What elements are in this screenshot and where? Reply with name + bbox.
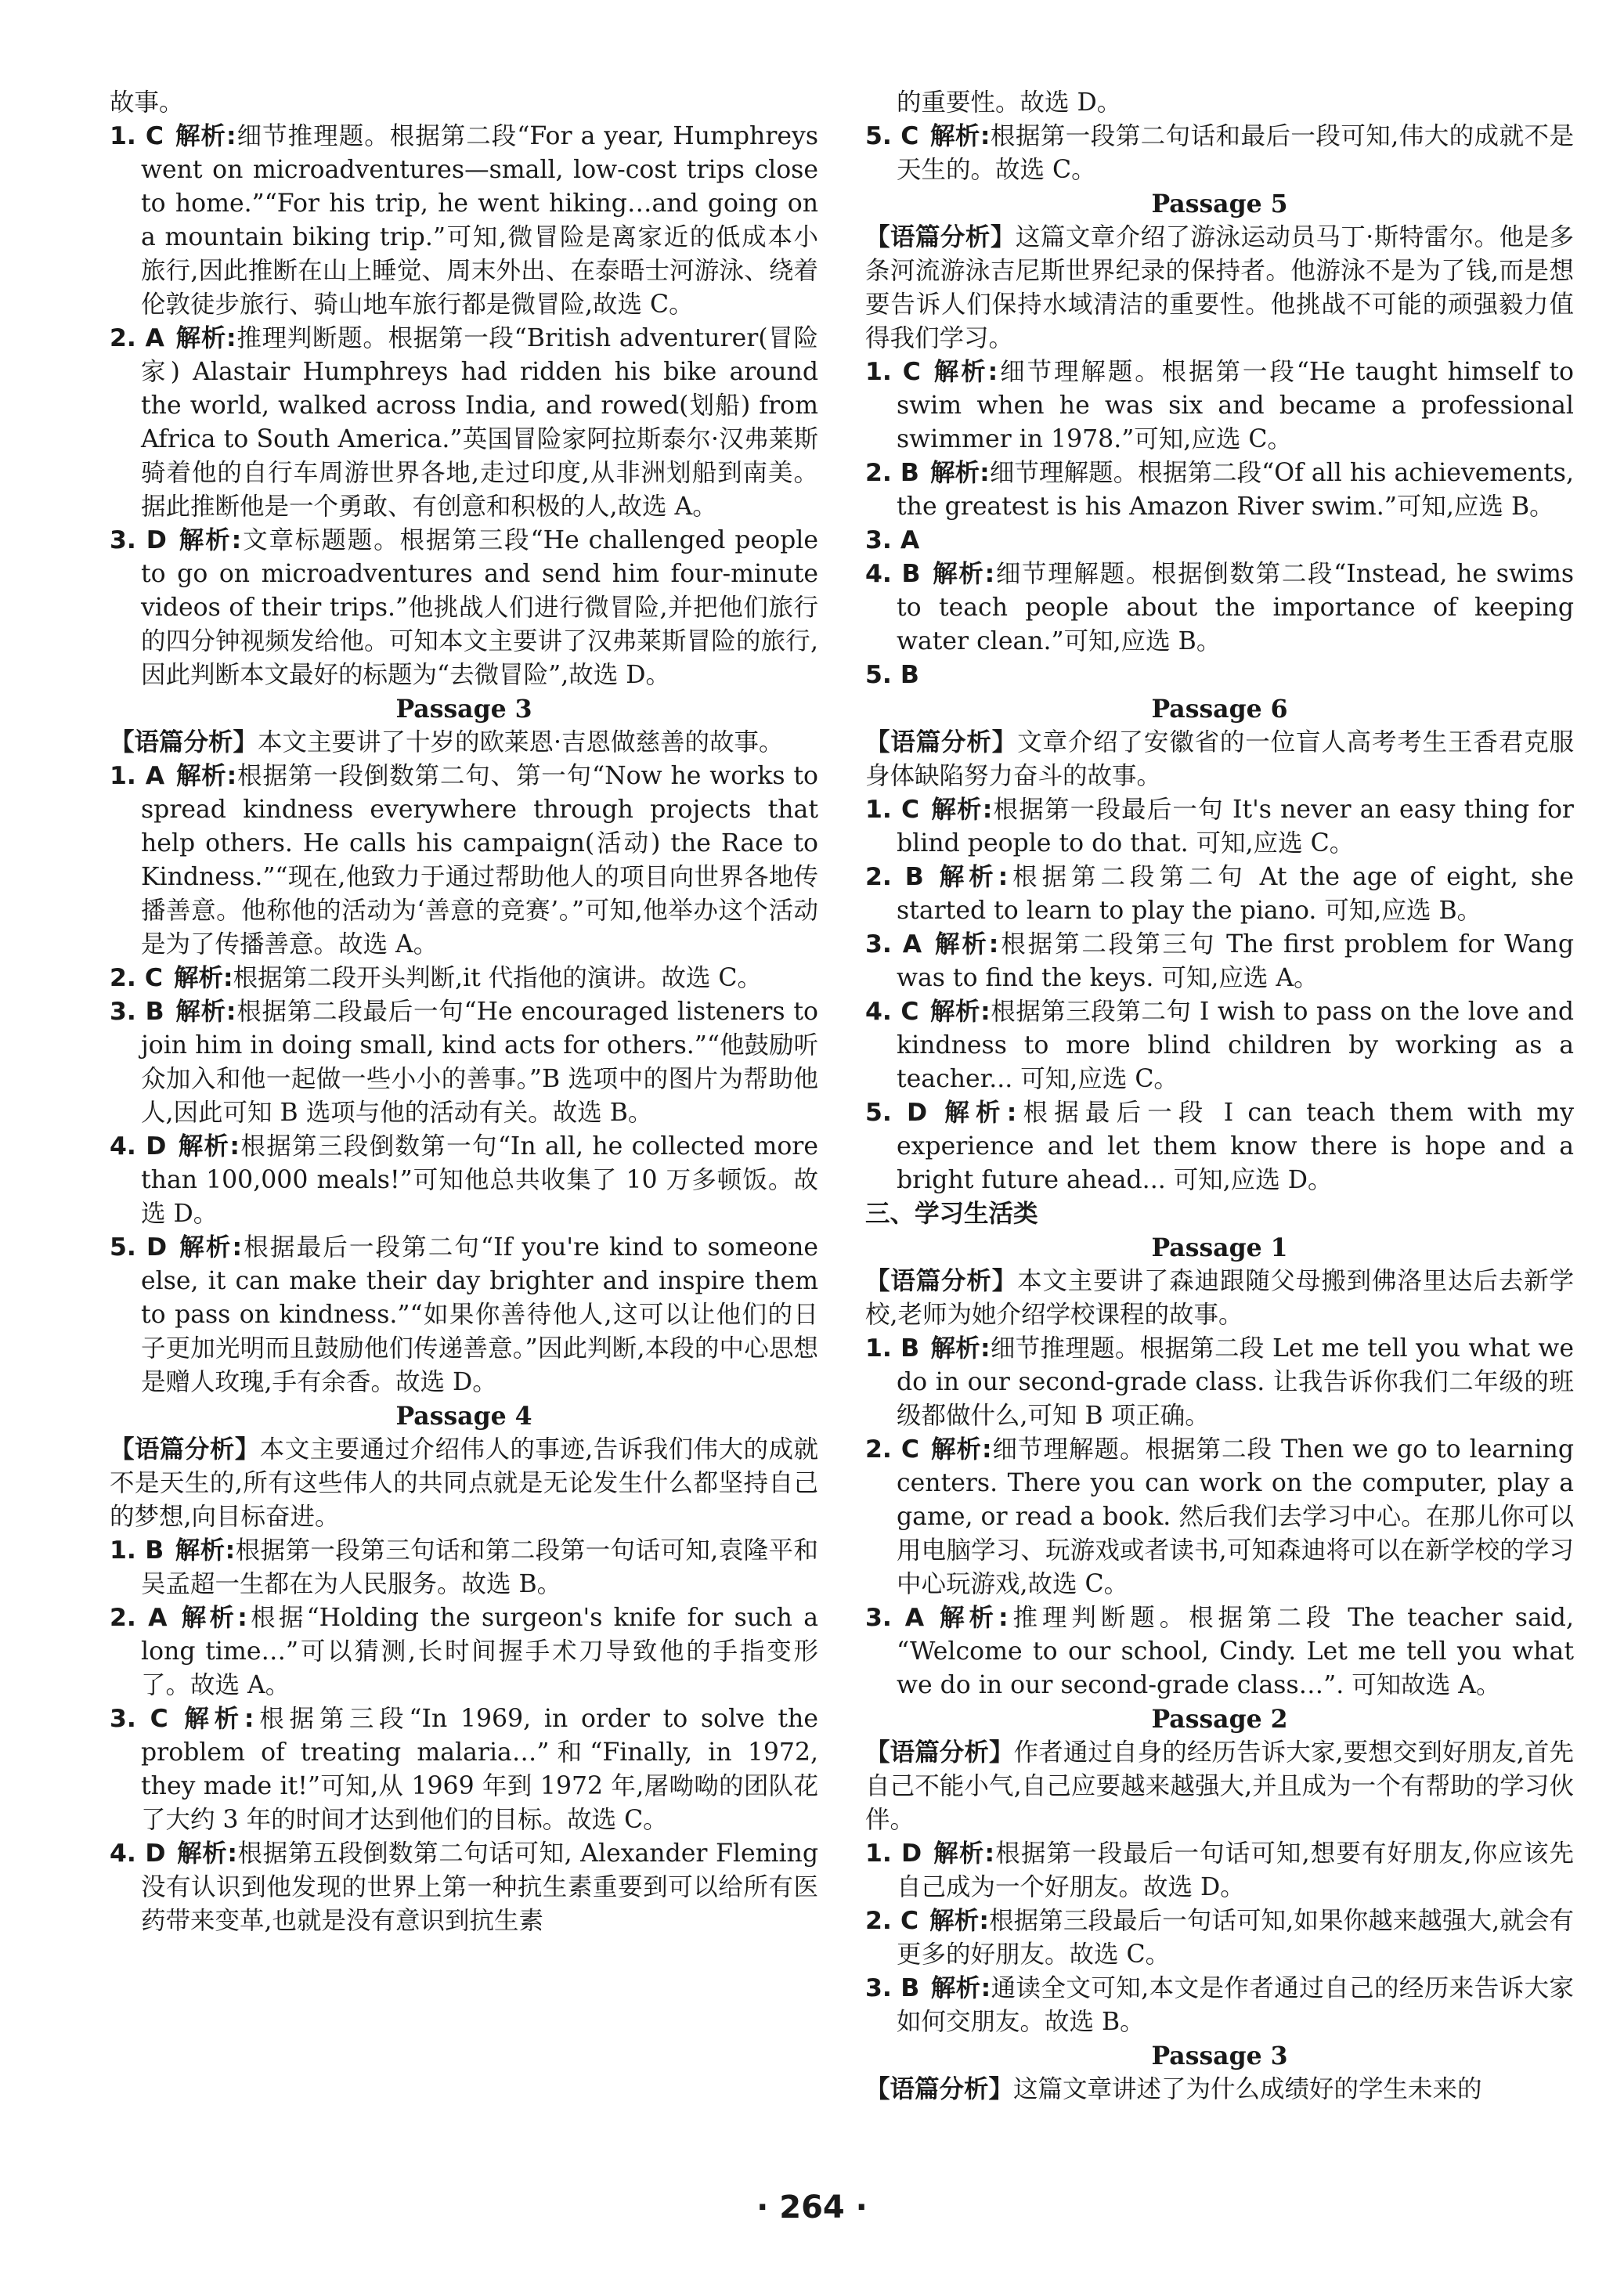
answer-item <box>865 558 1574 659</box>
answer-number: 4. D <box>110 1132 167 1161</box>
answer-item <box>110 120 818 322</box>
analysis-text: 本文主要讲了十岁的欧莱恩·吉恩做慈善的故事。 <box>258 728 784 756</box>
passage-analysis <box>110 726 818 760</box>
analysis-label: 解析: <box>929 1907 989 1935</box>
passage-heading: Passage 5 <box>1151 190 1288 218</box>
passage-analysis <box>865 726 1574 793</box>
page-number: · 264 · <box>756 2190 868 2226</box>
answer-item <box>865 1601 1574 1702</box>
answer-item <box>865 457 1574 524</box>
section-heading: 三、学习生活类 <box>865 1200 1038 1228</box>
answer-number: 2. B <box>865 459 919 487</box>
answer-explanation: 根据第三段最后一句话可知,如果你越来越强大,就会有更多的好朋友。故选 C。 <box>897 1907 1574 1969</box>
answer-item <box>865 928 1574 995</box>
answer-item <box>110 962 818 995</box>
answer-explanation: 细节推理题。根据第二段“For a year, Humphreys went on microadventures—small, low-cost trips close to home.”“For his trip, he went hiking…and going on a mountain biking trip.”可知,微冒险是离家近的低成本小旅行,因此推断在山上睡觉、周末外出、在泰晤士河游泳、绕着伦敦徒步旅行、骑山地车旅行都是微冒险,故选 C。 <box>141 122 818 319</box>
analysis-text: 本文主要通过介绍伟人的事迹,告诉我们伟大的成就不是天生的,所有这些伟人的共同点就是无论发生什么都坚持自己的梦想,向目标奋进。 <box>110 1435 818 1531</box>
answer-number: 1. C <box>865 358 921 386</box>
analysis-tag: 【语篇分析】 <box>865 1267 1018 1295</box>
left-column <box>110 86 818 2153</box>
answer-number: 1. B <box>110 1536 164 1565</box>
analysis-text: 这篇文章介绍了游泳运动员马丁·斯特雷尔。他是多条河流游泳吉尼斯世界纪录的保持者。他游泳不是为了钱,而是想要告诉人们保持水域清洁的重要性。他挑战不可能的顽强毅力值得我们学习。 <box>865 223 1574 352</box>
answer-page <box>110 86 1574 2153</box>
answer-explanation: 根据第二段最后一句“He encouraged listeners to join him in doing small, kind acts for others.”“他鼓励听众加入和他一起做一些小小的善事。”B 选项中的图片为帮助他人,因此可知 B 选项与他的活动有关。故选 B。 <box>141 998 818 1127</box>
continuation-text: 的重要性。故选 D。 <box>897 88 1122 117</box>
answer-explanation: 细节理解题。根据倒数第二段“Instead, he swims to teach people about the importance of keeping water clean.”可知,应选 B。 <box>897 560 1574 655</box>
answer-item <box>865 793 1574 861</box>
analysis-label: 解析: <box>931 560 995 588</box>
analysis-tag: 【语篇分析】 <box>865 2075 1014 2103</box>
answer-item <box>865 1837 1574 1904</box>
answer-number: 4. D <box>110 1839 166 1868</box>
answer-item <box>110 1702 818 1837</box>
answer-item <box>865 659 1574 692</box>
analysis-label: 解析: <box>179 1705 254 1733</box>
answer-number: 5. D <box>110 1233 168 1262</box>
answer-explanation: 根据第五段倒数第二句话可知, Alexander Fleming 没有认识到他发现的世界上第一种抗生素重要到可以给所有医药带来变革,也就是没有意识到抗生素 <box>141 1839 818 1935</box>
answer-explanation: 根据最后一段 I can teach them with my experience and let them know there is hope and a bright future ahead... 可知,应选 D。 <box>897 1099 1574 1194</box>
answer-item <box>110 322 818 524</box>
answer-item <box>110 1534 818 1601</box>
passage-analysis <box>865 2073 1574 2107</box>
answer-explanation: 根据第一段第三句话和第二段第一句话可知,袁隆平和吴孟超一生都在为人民服务。故选 B。 <box>141 1536 818 1598</box>
analysis-label: 解析: <box>931 358 998 386</box>
passage-heading: Passage 3 <box>395 695 532 724</box>
analysis-label: 解析: <box>177 1132 240 1161</box>
answer-item <box>865 1972 1574 2039</box>
answer-item <box>865 1332 1574 1433</box>
analysis-label: 解析: <box>178 1604 247 1632</box>
answer-explanation: 根据第三段第二句 I wish to pass on the love and kindness to more blind children by working as a teacher... 可知,应选 C。 <box>897 998 1574 1093</box>
analysis-tag: 【语篇分析】 <box>865 223 1016 251</box>
answer-number: 3. D <box>110 526 167 554</box>
answer-number: 2. C <box>865 1435 919 1464</box>
answer-item <box>110 524 818 692</box>
answer-item <box>110 1231 818 1399</box>
analysis-label: 解析: <box>929 998 991 1026</box>
passage-heading: Passage 4 <box>395 1402 532 1431</box>
answer-number: 3. B <box>865 1974 920 2002</box>
answer-number: 1. B <box>865 1334 920 1363</box>
answer-number: 3. A <box>865 526 920 554</box>
answer-item <box>110 995 818 1130</box>
right-column <box>865 86 1574 2153</box>
answer-number: 1. D <box>865 1839 922 1868</box>
answer-number: 3. A <box>865 930 922 958</box>
analysis-label: 解析: <box>173 964 233 992</box>
answer-explanation: 细节理解题。根据第一段“He taught himself to swim when he was six and became a professional swimmer in 1978.”可知,应选 C。 <box>897 358 1574 453</box>
analysis-label: 解析: <box>175 1536 236 1565</box>
answer-explanation: 根据第一段最后一句话可知,想要有好朋友,你应该先自己成为一个好朋友。故选 D。 <box>897 1839 1574 1901</box>
answer-number: 3. B <box>110 998 164 1026</box>
analysis-tag: 【语篇分析】 <box>865 1738 1014 1767</box>
answer-explanation: 推理判断题。根据第一段“British adventurer(冒险家) Alastair Humphreys had ridden his bike around the world, walked across India, and rowed(划船) from Africa to South America.”英国冒险家阿拉斯泰尔·汉弗莱斯骑着他的自行车周游世界各地,走过印度,从非洲划船到南美。据此推断他是一个勇敢、有创意和积极的人,故选 A。 <box>141 324 818 521</box>
answer-explanation: 细节理解题。根据第二段 Then we go to learning centers. There you can work on the computer, play a game, or read a book. 然后我们去学习中心。在那儿你可以用电脑学习、玩游戏或者读书,可知森迪将可以在新学校的学习中心玩游戏,故选 C。 <box>897 1435 1574 1598</box>
analysis-text: 作者通过自身的经历告诉大家,要想交到好朋友,首先自己不能小气,自己应要越来越强大,并且成为一个有帮助的学习伙伴。 <box>865 1738 1574 1834</box>
answer-number: 2. A <box>110 1604 168 1632</box>
answer-number: 4. C <box>865 998 919 1026</box>
answer-explanation: 根据“Holding the surgeon's knife for such a long time…”可以猜测,长时间握手术刀导致他的手指变形了。故选 A。 <box>141 1604 818 1699</box>
answer-number: 5. D <box>865 1099 928 1127</box>
analysis-text: 这篇文章讲述了为什么成绩好的学生未来的 <box>1013 2075 1482 2103</box>
answer-item <box>110 1130 818 1231</box>
analysis-label: 解析: <box>178 1233 243 1262</box>
passage-heading: Passage 2 <box>1151 1705 1288 1734</box>
answer-explanation: 根据第二段第三句 The first problem for Wang was to find the keys. 可知,应选 A。 <box>897 930 1574 992</box>
analysis-label: 解析: <box>938 1099 1017 1127</box>
analysis-label: 解析: <box>177 526 242 554</box>
answer-item <box>110 760 818 962</box>
analysis-label: 解析: <box>934 863 1009 891</box>
answer-explanation: 推理判断题。根据第二段 The teacher said, “Welcome to our school, Cindy. Let me tell you what we do in our second-grade class…”. 可知故选 A。 <box>897 1604 1574 1699</box>
analysis-label: 解析: <box>929 459 990 487</box>
analysis-label: 解析: <box>933 930 999 958</box>
answer-explanation: 根据第一段倒数第二句、第一句“Now he works to spread kindness everywhere through projects that help others. He calls his campaign(活动) the Race to Kindness.”“现在,他致力于通过帮助他人的项目向世界各地传播善意。他称他的活动为‘善意的竞赛’。”可知,他举办这个活动是为了传播善意。故选 A。 <box>141 762 818 958</box>
answer-item <box>110 1837 818 1938</box>
answer-number: 5. C <box>865 122 919 150</box>
analysis-label: 解析: <box>929 122 991 150</box>
passage-analysis <box>865 1736 1574 1837</box>
analysis-label: 解析: <box>175 324 236 352</box>
analysis-label: 解析: <box>930 1974 991 2002</box>
answer-explanation: 根据第三段倒数第一句“In all, he collected more than 100,000 meals!”可知他总共收集了 10 万多顿饭。故选 D。 <box>141 1132 818 1228</box>
passage-analysis <box>865 1265 1574 1332</box>
answer-item <box>865 356 1574 457</box>
answer-explanation: 细节推理题。根据第二段 Let me tell you what we do in our second-grade class. 让我告诉你我们二年级的班级都做什么,可知 B 项正确。 <box>897 1334 1574 1430</box>
answer-number: 2. C <box>865 1907 919 1935</box>
answer-explanation: 文章标题题。根据第三段“He challenged people to go on microadventures and send him four-minute videos of their trips.”他挑战人们进行微冒险,并把他们旅行的四分钟视频发给他。可知本文主要讲了汉弗莱斯冒险的旅行,因此判断本文最好的标题为“去微冒险”,故选 D。 <box>141 526 818 689</box>
answer-number: 1. C <box>865 796 920 824</box>
analysis-label: 解析: <box>930 796 993 824</box>
answer-explanation: 根据第二段第二句 At the age of eight, she started to learn to play the piano. 可知,应选 B。 <box>897 863 1574 925</box>
answer-number: 3. A <box>865 1604 925 1632</box>
passage-heading: Passage 3 <box>1151 2042 1288 2070</box>
answer-item <box>865 120 1574 187</box>
answer-number: 5. B <box>865 661 919 689</box>
answer-explanation: 根据第一段第二句话和最后一段可知,伟大的成就不是天生的。故选 C。 <box>897 122 1574 184</box>
analysis-label: 解析: <box>935 1604 1009 1632</box>
passage-analysis <box>865 221 1574 356</box>
answer-number: 2. C <box>110 964 163 992</box>
passage-analysis <box>110 1433 818 1534</box>
answer-number: 3. C <box>110 1705 168 1733</box>
analysis-label: 解析: <box>174 122 236 150</box>
answer-number: 1. A <box>110 762 165 790</box>
answer-explanation: 根据第三段“In 1969, in order to solve the problem of treating malaria…”和“Finally, in 1972, they made it!”可知,从 1969 年到 1972 年,屠呦呦的团队花了大约 3 年的时间才达到他们的目标。故选 C。 <box>141 1705 818 1834</box>
analysis-label: 解析: <box>930 1334 991 1363</box>
continuation-text: 故事。 <box>110 88 184 117</box>
analysis-tag: 【语篇分析】 <box>865 728 1018 756</box>
answer-number: 4. B <box>865 560 921 588</box>
answer-explanation: 根据最后一段第二句“If you're kind to someone else, it can make their day brighter and inspire them to pass on kindness.”“如果你善待他人,这可以让他们的日子更加光明而且鼓励他们传递善意。”因此判断,本段的中心思想是赠人玫瑰,手有余香。故选 D。 <box>141 1233 818 1396</box>
analysis-label: 解析: <box>929 1435 992 1464</box>
answer-item <box>110 1601 818 1702</box>
analysis-label: 解析: <box>175 762 237 790</box>
analysis-text: 文章介绍了安徽省的一位盲人高考考生王香君克服身体缺陷努力奋斗的故事。 <box>865 728 1574 790</box>
analysis-text: 本文主要讲了森迪跟随父母搬到佛洛里达后去新学校,老师为她介绍学校课程的故事。 <box>865 1267 1574 1329</box>
answer-item <box>865 1433 1574 1601</box>
analysis-label: 解析: <box>175 998 236 1026</box>
answer-number: 2. A <box>110 324 164 352</box>
passage-heading: Passage 6 <box>1151 695 1288 724</box>
answer-explanation: 根据第一段最后一句 It's never an easy thing for blind people to do that. 可知,应选 C。 <box>897 796 1574 857</box>
analysis-label: 解析: <box>933 1839 995 1868</box>
answer-item <box>865 524 1574 558</box>
analysis-label: 解析: <box>176 1839 237 1868</box>
answer-number: 2. B <box>865 863 924 891</box>
analysis-tag: 【语篇分析】 <box>110 1435 260 1464</box>
answer-number: 1. C <box>110 122 164 150</box>
answer-explanation: 根据第二段开头判断,it 代指他的演讲。故选 C。 <box>233 964 762 992</box>
passage-heading: Passage 1 <box>1151 1233 1288 1262</box>
answer-item <box>865 1904 1574 1972</box>
analysis-tag: 【语篇分析】 <box>110 728 258 756</box>
answer-item <box>865 995 1574 1096</box>
answer-explanation: 通读全文可知,本文是作者通过自己的经历来告诉大家如何交朋友。故选 B。 <box>897 1974 1574 2036</box>
answer-item <box>865 861 1574 928</box>
answer-explanation: 细节理解题。根据第二段“Of all his achievements, the greatest is his Amazon River swim.”可知,应选 B。 <box>897 459 1574 521</box>
answer-item <box>865 1096 1574 1197</box>
